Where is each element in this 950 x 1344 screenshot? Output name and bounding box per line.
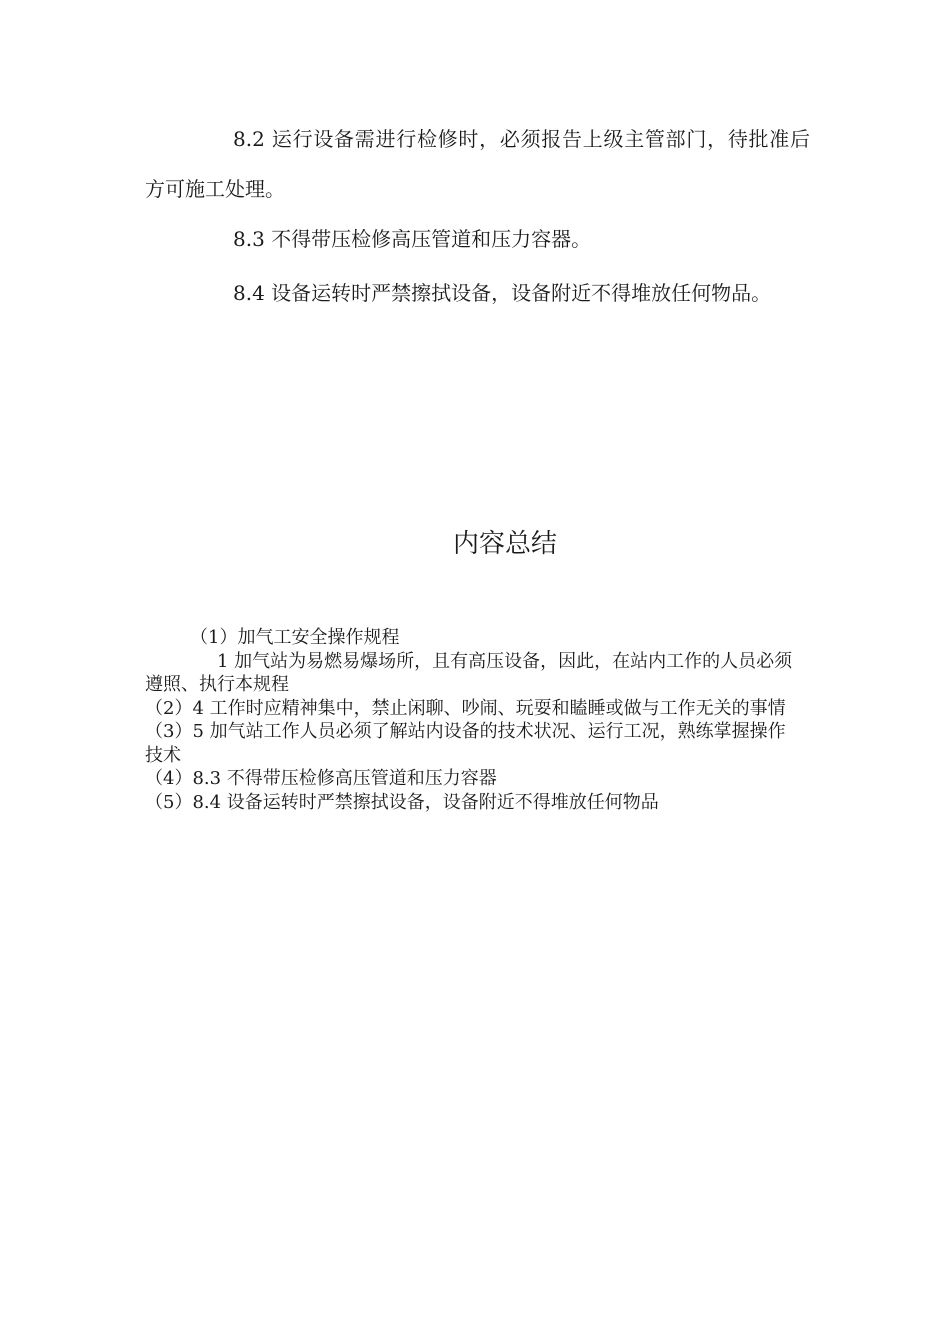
paragraph-8-3: 8.3 不得带压检修高压管道和压力容器。 bbox=[233, 227, 592, 251]
summary-item-4: （4）8.3 不得带压检修高压管道和压力容器 bbox=[145, 768, 497, 789]
summary-item-1: 1 加气站为易燃易爆场所，且有高压设备，因此，在站内工作的人员必须遵照、执行本规程 bbox=[145, 650, 793, 695]
summary-item-3: （3）5 加气站工作人员必须了解站内设备的技术状况、运行工况，熟练掌握操作技术 bbox=[145, 721, 786, 766]
summary-heading: （1）加气工安全操作规程 bbox=[190, 627, 400, 648]
summary-item-5: （5）8.4 设备运转时严禁擦拭设备，设备附近不得堆放任何物品 bbox=[145, 791, 659, 813]
paragraph-8-4: 8.4 设备运转时严禁擦拭设备，设备附近不得堆放任何物品。 bbox=[233, 281, 772, 305]
paragraph-8-2: 8.2 运行设备需进行检修时，必须报告上级主管部门，待批准后方可施工处理。 bbox=[145, 127, 810, 201]
summary-item-2: （2）4 工作时应精神集中，禁止闲聊、吵闹、玩耍和瞌睡或做与工作无关的事情 bbox=[145, 697, 786, 719]
summary-title: 内容总结 bbox=[452, 529, 557, 559]
summary-section bbox=[145, 626, 800, 814]
